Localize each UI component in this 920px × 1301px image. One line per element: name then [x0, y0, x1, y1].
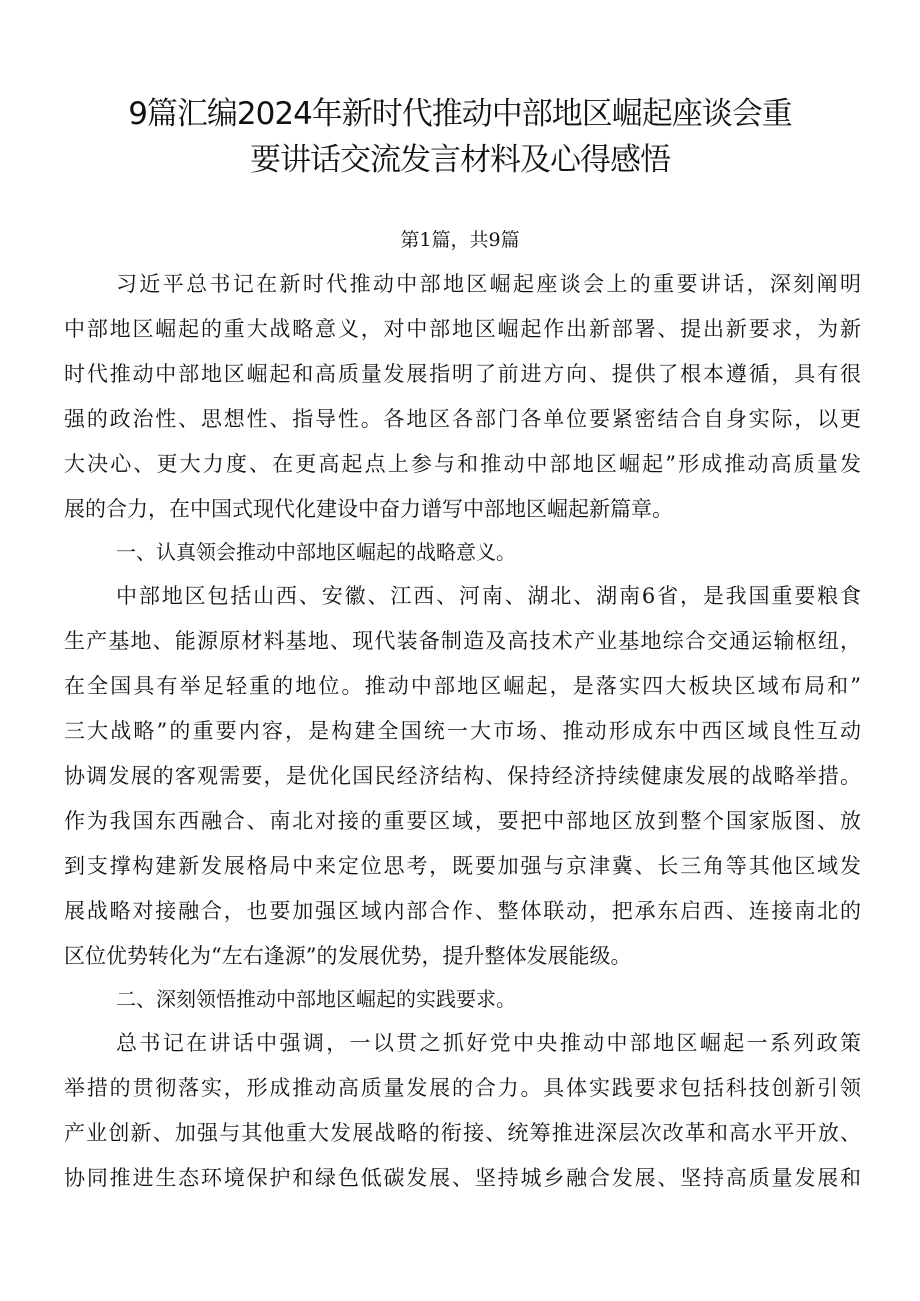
paragraph-line: 时代推动中部地区崛起和高质量发展指明了前进方向、提供了根本遵循，具有很: [64, 362, 861, 386]
part-indicator: 第1篇，共9篇: [400, 229, 520, 251]
document-title-line-2: 要讲话交流发言材料及心得感悟: [250, 142, 670, 178]
paragraph-line: 中部地区包括山西、安徽、江西、河南、湖北、湖南6省，是我国重要粮食: [116, 584, 861, 608]
section-heading-1: 一、认真领会推动中部地区崛起的战略意义。: [116, 540, 516, 564]
paragraph-line: 产业创新、加强与其他重大发展战略的衔接、统筹推进深层次改革和高水平开放、: [64, 1121, 861, 1145]
paragraph-line: 习近平总书记在新时代推动中部地区崛起座谈会上的重要讲话，深刻阐明: [116, 272, 861, 296]
paragraph-line: 大决心、更大力度、在更高起点上参与和推动中部地区崛起”形成推动高质量发: [64, 452, 861, 476]
paragraph-line: 三大战略”的重要内容，是构建全国统一大市场、推动形成东中西区域良性互动: [64, 719, 861, 743]
paragraph-line: 强的政治性、思想性、指导性。各地区各部门各单位要紧密结合自身实际，以更: [64, 407, 861, 431]
document-title-line-1: 9篇汇编2024年新时代推动中部地区崛起座谈会重: [128, 96, 792, 132]
paragraph-line: 展战略对接融合，也要加强区域内部合作、整体联动，把承东启西、连接南北的: [64, 899, 861, 923]
paragraph-line: 到支撑构建新发展格局中来定位思考，既要加强与京津冀、长三角等其他区域发: [64, 854, 861, 878]
paragraph-line: 协同推进生态环境保护和绿色低碳发展、坚持城乡融合发展、坚持高质量发展和: [64, 1166, 861, 1190]
paragraph-line: 区位优势转化为“左右逢源”的发展优势，提升整体发展能级。: [64, 944, 632, 968]
paragraph-line: 总书记在讲话中强调，一以贯之抓好党中央推动中部地区崛起一系列政策: [116, 1031, 861, 1055]
paragraph-line: 中部地区崛起的重大战略意义，对中部地区崛起作出新部署、提出新要求，为新: [64, 317, 861, 341]
section-heading-2: 二、深刻领悟推动中部地区崛起的实践要求。: [116, 987, 516, 1011]
paragraph-line: 协调发展的客观需要，是优化国民经济结构、保持经济持续健康发展的战略举措。: [64, 764, 861, 788]
paragraph-line: 举措的贯彻落实，形成推动高质量发展的合力。具体实践要求包括科技创新引领: [64, 1076, 861, 1100]
paragraph-line: 作为我国东西融合、南北对接的重要区域，要把中部地区放到整个国家版图、放: [64, 809, 861, 833]
paragraph-line: 在全国具有举足轻重的地位。推动中部地区崛起，是落实四大板块区域布局和”: [64, 674, 861, 698]
paragraph-line: 生产基地、能源原材料基地、现代装备制造及高技术产业基地综合交通运输枢纽，: [64, 629, 861, 653]
paragraph-line: 展的合力，在中国式现代化建设中奋力谱写中部地区崛起新篇章。: [64, 497, 673, 521]
